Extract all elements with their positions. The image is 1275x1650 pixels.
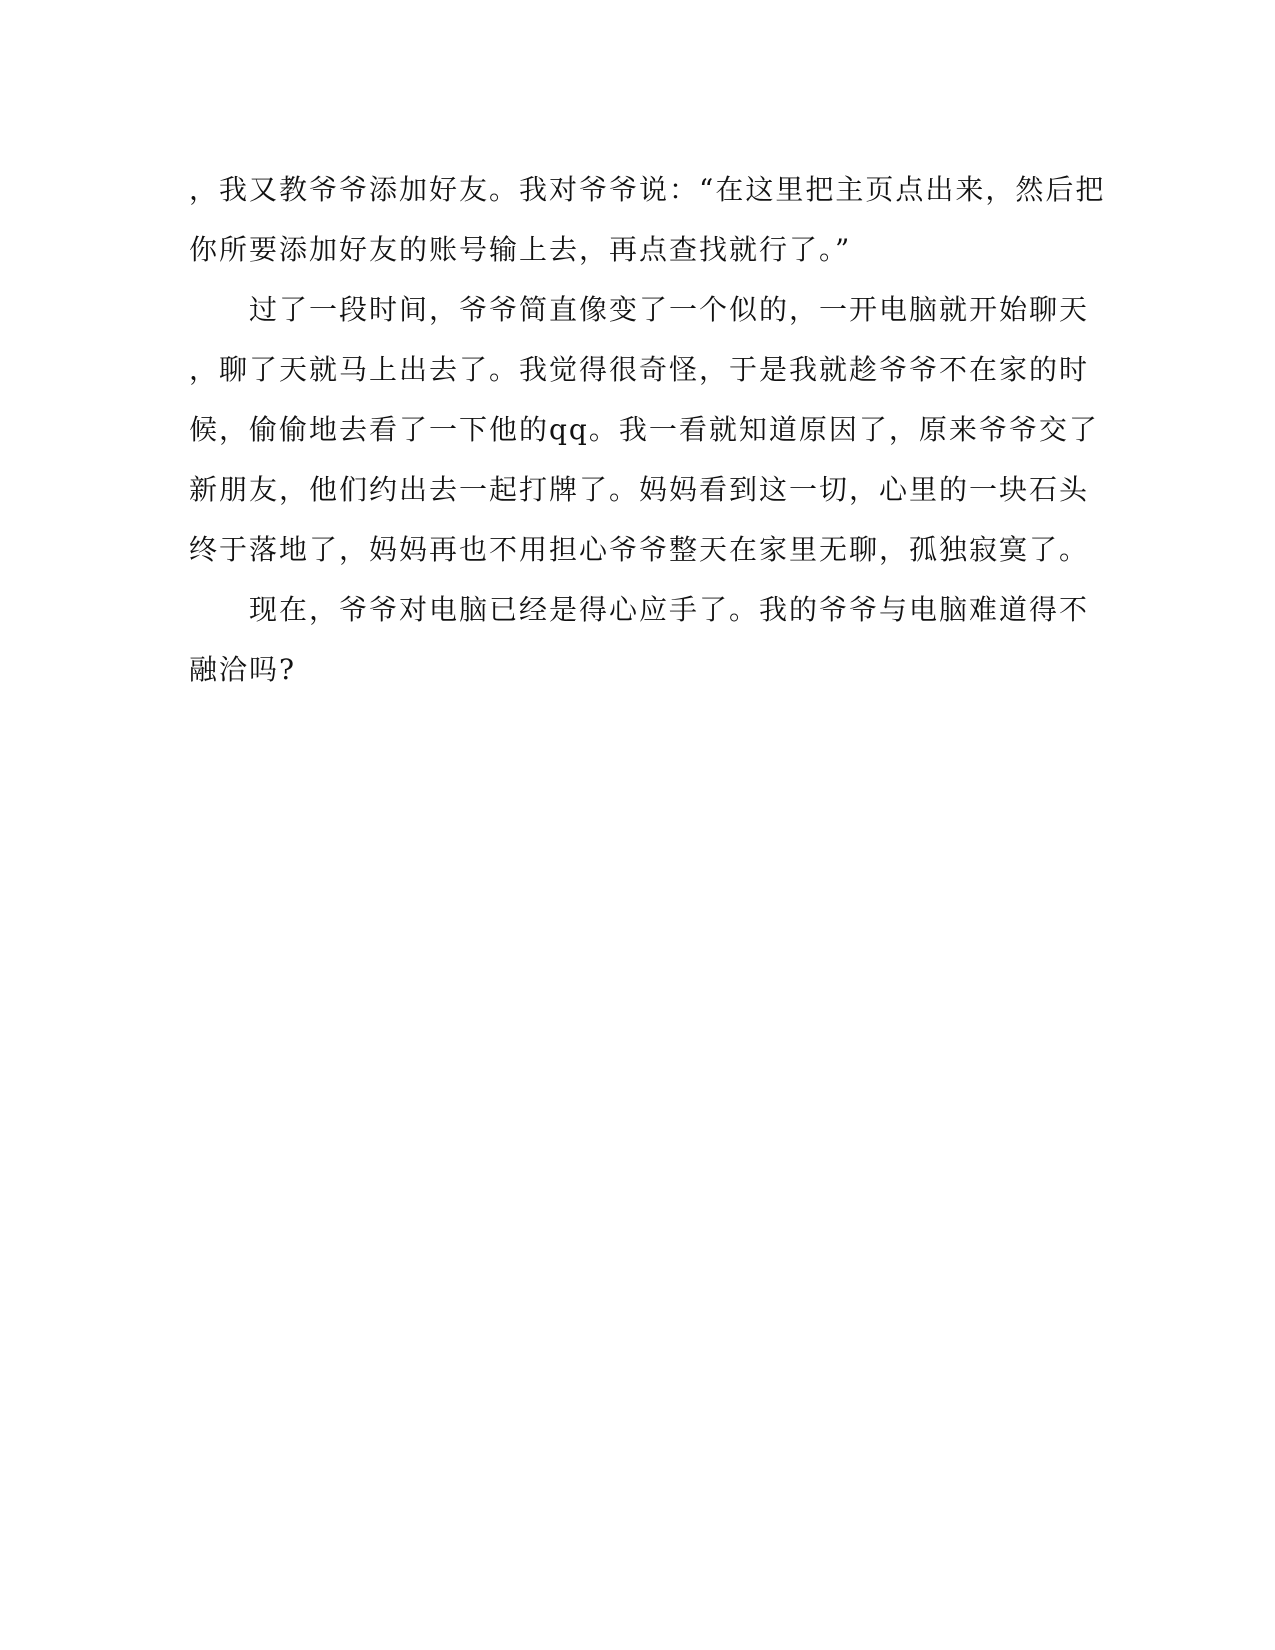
text-line: 终于落地了，妈妈再也不用担心爷爷整天在家里无聊，孤独寂寞了。: [189, 533, 1090, 566]
text-line: 候，偷偷地去看了一下他的qq。我一看就知道原因了，原来爷爷交了: [189, 413, 1099, 446]
text-line: 你所要添加好友的账号输上去，再点查找就行了。”: [189, 233, 852, 266]
text-line: 融洽吗?: [189, 653, 297, 686]
text-line: 过了一段时间，爷爷简直像变了一个似的，一开电脑就开始聊天: [189, 293, 1090, 326]
text-line: 现在，爷爷对电脑已经是得心应手了。我的爷爷与电脑难道得不: [189, 593, 1090, 626]
text-line: 新朋友，他们约出去一起打牌了。妈妈看到这一切，心里的一块石头: [189, 473, 1090, 506]
text-line: ，我又教爷爷添加好友。我对爷爷说：“在这里把主页点出来，然后把: [189, 173, 1106, 206]
text-line: ，聊了天就马上出去了。我觉得很奇怪，于是我就趁爷爷不在家的时: [189, 353, 1090, 386]
document-body: [189, 160, 1106, 700]
